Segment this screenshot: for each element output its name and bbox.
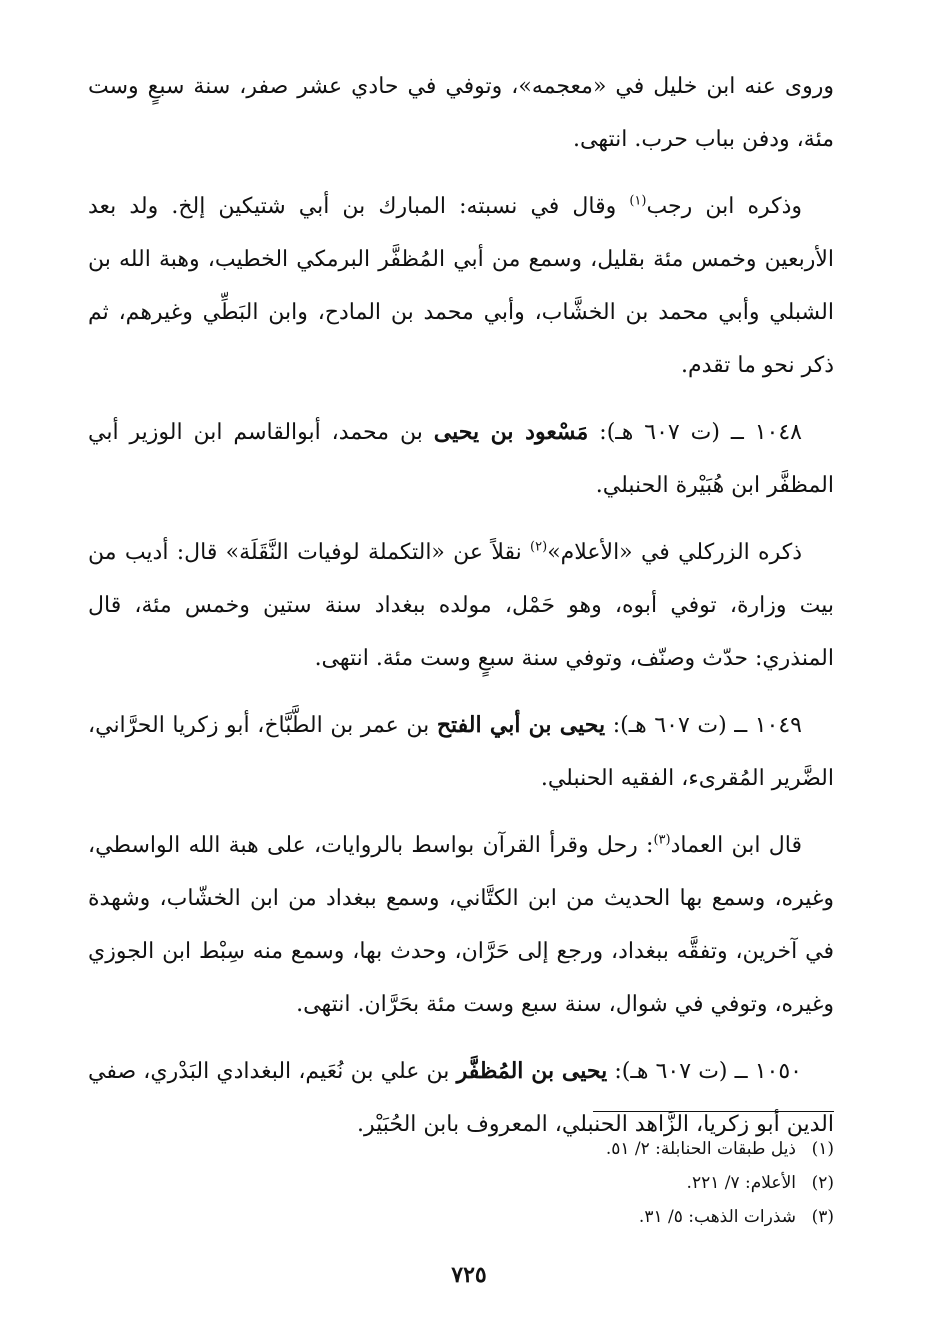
paragraph-1 <box>88 60 834 166</box>
entry-1050-number: ١٠٥٠ ــ (ت ٦٠٧ هـ): <box>607 1059 802 1084</box>
entry-1048-number: ١٠٤٨ ــ (ت ٦٠٧ هـ): <box>588 420 802 445</box>
entry-1050-body: بن علي بن نُعَيم، البغدادي البَدْري، صفي الدين أبو زكريا، الزَّاهد الحنبلي، المعروف بابن الحُبَيْر. <box>88 1059 834 1137</box>
entry-1049 <box>88 699 834 805</box>
entry-1048-name: مَسْعود بن يحيى <box>433 419 589 445</box>
footnote-1-mark: (١) <box>811 1139 834 1159</box>
footnote-ref-2[interactable]: (٢) <box>530 539 548 555</box>
footnote-3 <box>400 1200 834 1234</box>
paragraph-6-lead: قال ابن العماد <box>670 833 802 858</box>
page-body <box>88 60 834 1165</box>
entry-1049-body: بن عمر بن الطَّبَّاخ، أبو زكريا الحرَّاني، الضَّرير المُقرىء، الفقيه الحنبلي. <box>88 713 834 791</box>
paragraph-4-body: نقلاً عن «التكملة لوفيات النَّقَلَة» قال: أديب من بيت وزارة، توفي أبوه، وهو حَمْل، مولده ببغداد سنة ستين وخمس مئة، قال المنذري: حدّث وصنّف، وتوفي سنة سبعٍ وست مئة. انتهى. <box>88 540 834 671</box>
entry-1049-number: ١٠٤٩ ــ (ت ٦٠٧ هـ): <box>605 713 802 738</box>
paragraph-1-text: وروى عنه ابن خليل في «معجمه»، وتوفي في حادي عشر صفر، سنة سبعٍ وست مئة، ودفن بباب حرب. انتهى. <box>88 74 834 152</box>
paragraph-2 <box>88 180 834 392</box>
footnote-1 <box>400 1132 834 1166</box>
entry-1048 <box>88 406 834 512</box>
entry-1050-name: يحيى بن المُظفَّر <box>456 1058 608 1084</box>
footnote-2 <box>400 1166 834 1200</box>
footnote-ref-1[interactable]: (١) <box>629 193 647 209</box>
paragraph-4 <box>88 526 834 685</box>
footnotes <box>400 1132 834 1234</box>
paragraph-6 <box>88 819 834 1031</box>
paragraph-4-lead: ذكره الزركلي في «الأعلام» <box>547 540 802 565</box>
footnote-2-text: الأعلام: ٧/ ٢٢١. <box>686 1173 796 1193</box>
paragraph-2-body: وقال في نسبته: المبارك بن أبي شتيكين إلخ. ولد بعد الأربعين وخمس مئة بقليل، وسمع من أبي المُظفَّر البرمكي الخطيب، وهبة الله بن الشبلي وأبي محمد بن الخشَّاب، وأبي محمد بن المادح، وابن البَطِّي وغيرهم، ثم ذكر نحو ما تقدم. <box>88 194 834 378</box>
page-number: ٧٢٥ <box>451 1262 487 1288</box>
footnote-ref-3[interactable]: (٣) <box>653 832 671 848</box>
entry-1048-body: بن محمد، أبوالقاسم ابن الوزير أبي المظفَّر ابن هُبَيْرة الحنبلي. <box>88 420 834 498</box>
footnote-1-text: ذيل طبقات الحنابلة: ٢/ ٥١. <box>605 1139 796 1159</box>
paragraph-2-lead: وذكره ابن رجب <box>646 194 803 219</box>
footnote-3-mark: (٣) <box>811 1207 834 1227</box>
footnote-3-text: شذرات الذهب: ٥/ ٣١. <box>638 1207 796 1227</box>
footnote-2-mark: (٢) <box>811 1173 834 1193</box>
paragraph-6-body: : رحل وقرأ القرآن بواسط بالروايات، على هبة الله الواسطي، وغيره، وسمع بها الحديث من ابن الكتَّاني، وسمع ببغداد من ابن الخشّاب، وشهدة في آخرين، وتفقَّه ببغداد، ورجع إلى حَرَّان، وحدث بها، وسمع منه سِبْط ابن الجوزي وغيره، وتوفي في شوال، سنة سبع وست مئة بحَرَّان. انتهى. <box>88 833 834 1017</box>
entry-1049-name: يحيى بن أبي الفتح <box>436 712 606 738</box>
footnote-separator <box>593 1111 834 1112</box>
